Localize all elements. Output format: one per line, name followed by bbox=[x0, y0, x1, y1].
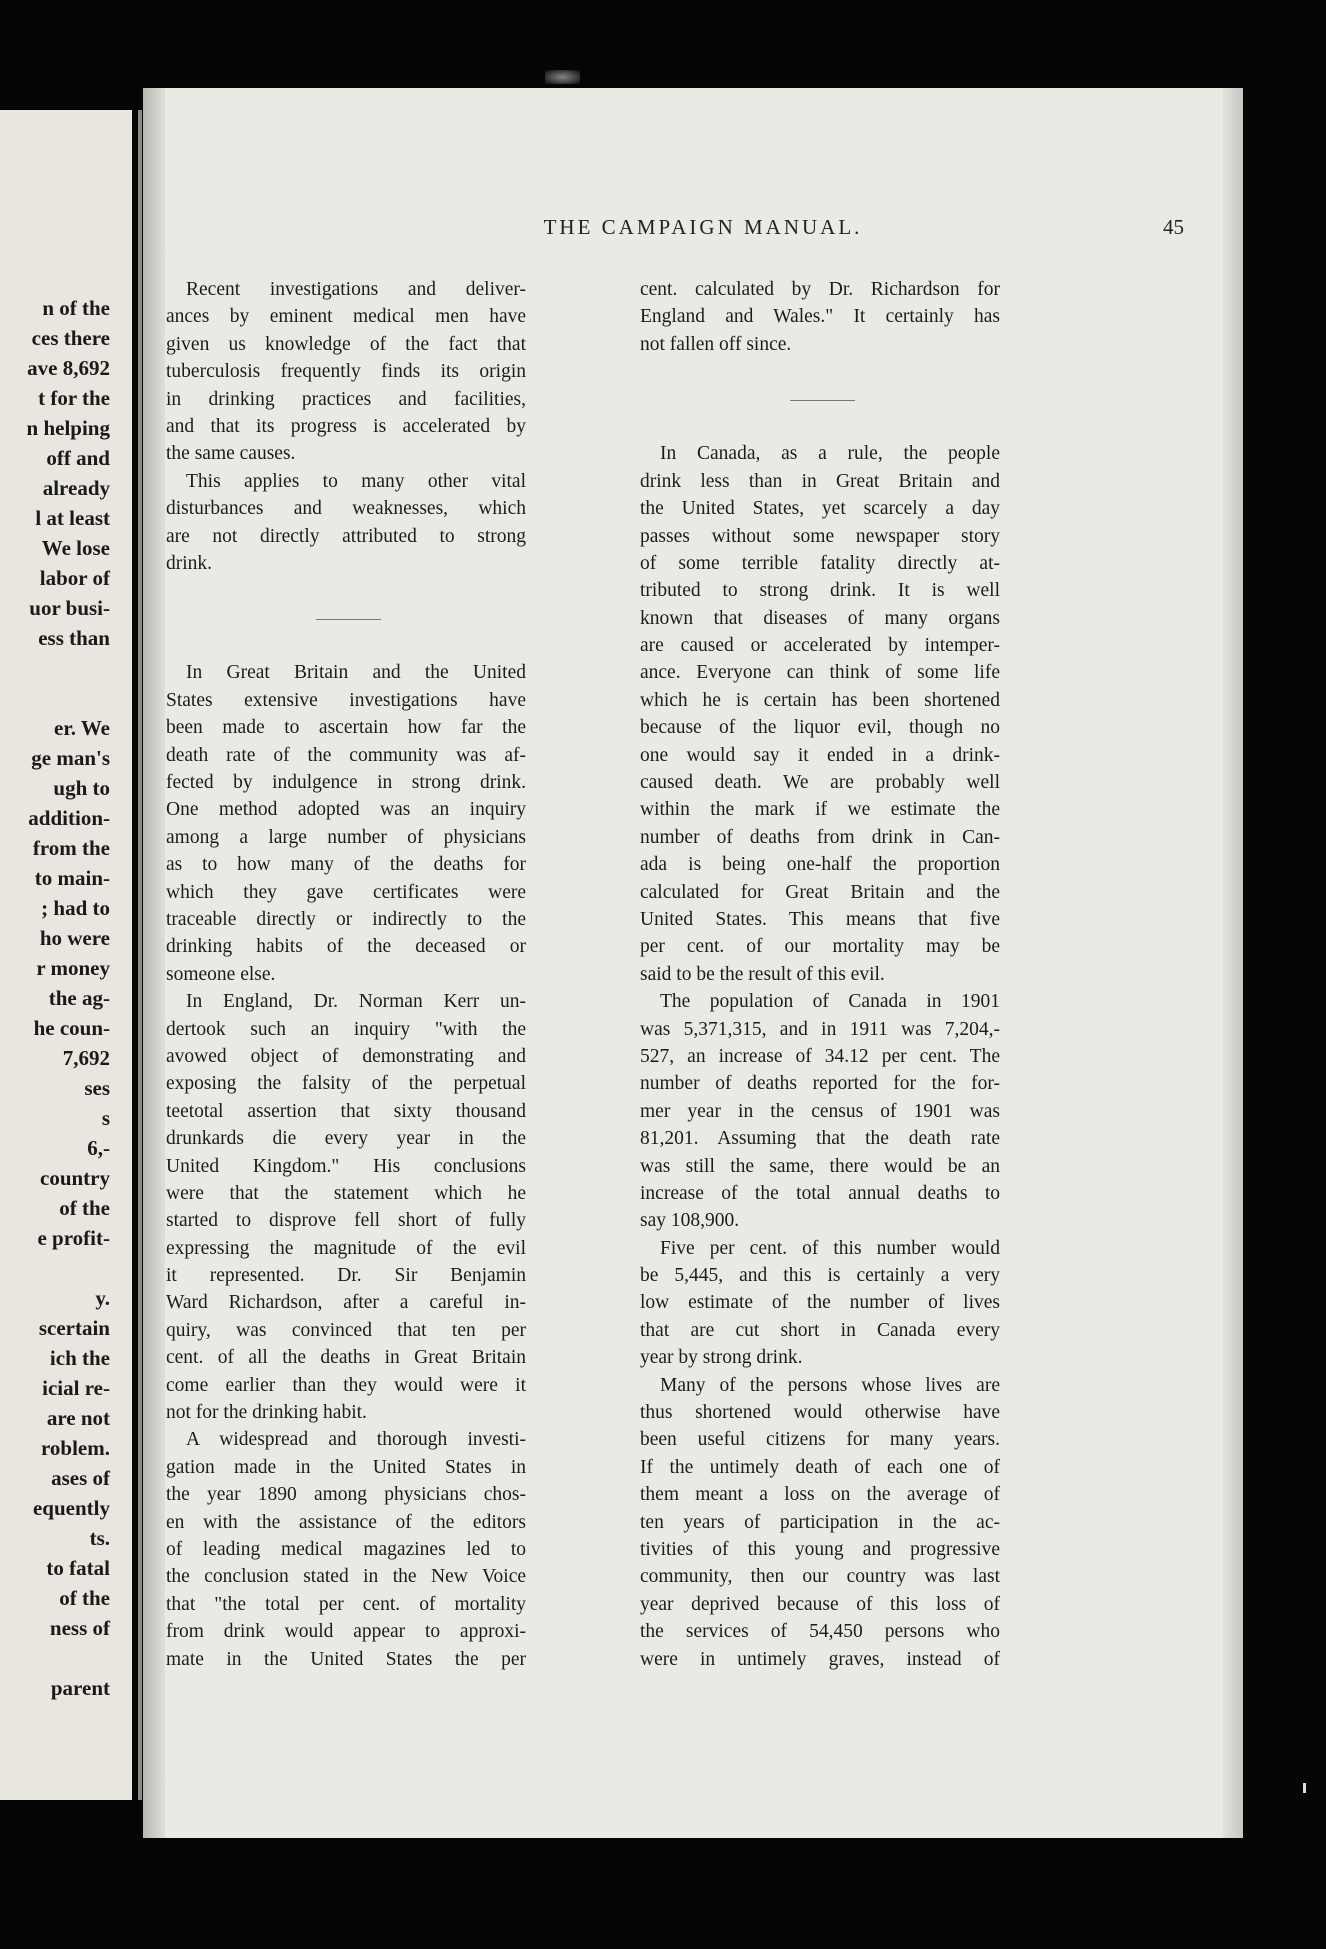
text-line: teetotal assertion that sixty thousand bbox=[166, 1100, 526, 1122]
text-line: from drink would appear to approxi- bbox=[166, 1621, 526, 1643]
page-spine-shadow bbox=[143, 88, 165, 1838]
text-line: Many of the persons whose lives are bbox=[660, 1374, 1000, 1396]
text-line: mer year in the census of 1901 was bbox=[640, 1100, 1000, 1122]
left-page-line: equently bbox=[32, 1496, 110, 1520]
page-edge-shadow bbox=[1223, 88, 1243, 1838]
text-line: expressing the magnitude of the evil bbox=[166, 1237, 526, 1259]
left-page-line: ho were bbox=[39, 926, 110, 950]
text-line: year deprived because of this loss of bbox=[640, 1593, 1000, 1615]
text-line: ances by eminent medical men have bbox=[166, 306, 526, 328]
text-line: Five per cent. of this number would bbox=[660, 1237, 1000, 1259]
text-line: not fallen off since. bbox=[640, 333, 792, 355]
text-line: death rate of the community was af- bbox=[166, 744, 526, 766]
left-page-line: the ag- bbox=[48, 986, 110, 1010]
text-line: United States. This means that five bbox=[640, 908, 1000, 930]
text-line: United Kingdom." His conclusions bbox=[166, 1155, 526, 1177]
text-line: disturbances and weaknesses, which bbox=[166, 498, 526, 520]
text-line: dertook such an inquiry "with the bbox=[166, 1018, 526, 1040]
text-line: as to how many of the deaths for bbox=[166, 854, 526, 876]
left-page-line: ave 8,692 bbox=[27, 356, 110, 380]
text-line: among a large number of physicians bbox=[166, 826, 526, 848]
left-page-line: y. bbox=[95, 1286, 110, 1310]
text-line: which they gave certificates were bbox=[166, 881, 526, 903]
left-page-line bbox=[0, 1643, 110, 1673]
left-page-text bbox=[0, 293, 110, 1703]
text-line: someone else. bbox=[166, 963, 276, 985]
left-page-line: scertain bbox=[38, 1316, 110, 1340]
left-page-line: e profit- bbox=[37, 1226, 110, 1250]
text-line: and that its progress is accelerated by bbox=[166, 415, 526, 437]
text-line: the year 1890 among physicians chos- bbox=[166, 1484, 526, 1506]
text-line: it represented. Dr. Sir Benjamin bbox=[166, 1265, 526, 1287]
text-line: In Canada, as a rule, the people bbox=[660, 443, 1000, 465]
text-line: the services of 54,450 persons who bbox=[640, 1621, 1000, 1643]
left-page-line: t for the bbox=[38, 386, 110, 410]
left-page-line: are not bbox=[46, 1406, 110, 1430]
text-line: was still the same, there would be an bbox=[640, 1155, 1000, 1177]
text-line: per cent. of our mortality may be bbox=[640, 936, 1000, 958]
left-page-line: ess than bbox=[38, 626, 110, 650]
text-line: them meant a loss on the average of bbox=[640, 1484, 1000, 1506]
text-line: drink. bbox=[166, 552, 213, 574]
text-line: be 5,445, and this is certainly a very bbox=[640, 1265, 1000, 1287]
left-page-line bbox=[0, 1253, 110, 1283]
text-line: tributed to strong drink. It is well bbox=[640, 580, 1000, 602]
text-line: In Great Britain and the United bbox=[186, 662, 526, 684]
left-page-line: of the bbox=[59, 1586, 110, 1610]
text-line: mate in the United States the per bbox=[166, 1648, 526, 1670]
right-text-column bbox=[640, 276, 1000, 1673]
text-line: that "the total per cent. of mortality bbox=[166, 1593, 526, 1615]
left-page-line: ich the bbox=[49, 1346, 110, 1370]
left-page-line: roblem. bbox=[40, 1436, 110, 1460]
text-line: A widespread and thorough investi- bbox=[186, 1429, 526, 1451]
text-line: drunkards die every year in the bbox=[166, 1128, 526, 1150]
text-line: that are cut short in Canada every bbox=[640, 1319, 1000, 1341]
text-line: traceable directly or indirectly to the bbox=[166, 908, 526, 930]
text-line: One method adopted was an inquiry bbox=[166, 799, 526, 821]
text-line: exposing the falsity of the perpetual bbox=[166, 1073, 526, 1095]
text-line: given us knowledge of the fact that bbox=[166, 333, 526, 355]
main-page bbox=[143, 88, 1243, 1838]
left-text-column bbox=[166, 276, 526, 1673]
left-page-line: country bbox=[40, 1166, 110, 1190]
text-line: of leading medical magazines led to bbox=[166, 1538, 526, 1560]
text-line: en with the assistance of the editors bbox=[166, 1511, 526, 1533]
text-line: quiry, was convinced that ten per bbox=[166, 1319, 526, 1341]
text-line: year by strong drink. bbox=[640, 1347, 803, 1369]
text-line: come earlier than they would were it bbox=[166, 1374, 526, 1396]
text-line: tivities of this young and progressive bbox=[640, 1538, 1000, 1560]
text-line: increase of the total annual deaths to bbox=[640, 1182, 1000, 1204]
running-head: THE CAMPAIGN MANUAL. bbox=[543, 215, 863, 239]
text-line: Ward Richardson, after a careful in- bbox=[166, 1292, 526, 1314]
text-line: drinking habits of the deceased or bbox=[166, 936, 526, 958]
text-line: known that diseases of many organs bbox=[640, 607, 1000, 629]
left-page-line: from the bbox=[32, 836, 110, 860]
text-line: were in untimely graves, instead of bbox=[640, 1648, 1000, 1670]
text-line: within the mark if we estimate the bbox=[640, 799, 1000, 821]
left-page-line: he coun- bbox=[33, 1016, 110, 1040]
gutter-line bbox=[138, 110, 142, 1800]
text-line: This applies to many other vital bbox=[186, 470, 526, 492]
text-line: which he is certain has been shortened bbox=[640, 689, 1000, 711]
text-line: 527, an increase of 34.12 per cent. The bbox=[640, 1045, 1000, 1067]
text-line: ada is being one-half the proportion bbox=[640, 854, 1000, 876]
left-page-line: r money bbox=[36, 956, 110, 980]
text-line: of some terrible fatality directly at- bbox=[640, 552, 1000, 574]
left-page-line: parent bbox=[50, 1676, 110, 1700]
left-page-line: addition- bbox=[28, 806, 110, 830]
scan-dust-mark bbox=[545, 70, 580, 84]
left-page-line: er. We bbox=[54, 716, 110, 740]
text-line: avowed object of demonstrating and bbox=[166, 1045, 526, 1067]
left-page-line: icial re- bbox=[42, 1376, 110, 1400]
text-line: gation made in the United States in bbox=[166, 1456, 526, 1478]
left-page-line: off and bbox=[46, 446, 110, 470]
text-line: ten years of participation in the ac- bbox=[640, 1511, 1000, 1533]
text-line: If the untimely death of each one of bbox=[640, 1456, 1000, 1478]
page-number: 45 bbox=[1163, 215, 1184, 239]
left-page-line: ces there bbox=[31, 326, 110, 350]
blank-line bbox=[166, 632, 526, 659]
left-page-line: ses bbox=[84, 1076, 110, 1100]
text-line: cent. of all the deaths in Great Britain bbox=[166, 1347, 526, 1369]
text-line: passes without some newspaper story bbox=[640, 525, 1000, 547]
blank-line bbox=[640, 413, 1000, 440]
left-page-line: ge man's bbox=[31, 746, 110, 770]
left-page-line: ugh to bbox=[53, 776, 110, 800]
left-page-line: to main- bbox=[34, 866, 110, 890]
text-line: drink less than in Great Britain and bbox=[640, 470, 1000, 492]
text-line: The population of Canada in 1901 bbox=[660, 991, 1000, 1013]
left-page-line: 6,- bbox=[87, 1136, 110, 1160]
left-page-line: to fatal bbox=[46, 1556, 110, 1580]
text-line: are not directly attributed to strong bbox=[166, 525, 526, 547]
left-page-fragment bbox=[0, 110, 132, 1800]
text-line: because of the liquor evil, though no bbox=[640, 717, 1000, 739]
text-line: not for the drinking habit. bbox=[166, 1402, 367, 1424]
text-line: was 5,371,315, and in 1911 was 7,204,- bbox=[640, 1018, 1000, 1040]
text-line: the same causes. bbox=[166, 443, 296, 465]
left-page-line bbox=[0, 683, 110, 713]
left-page-line: n helping bbox=[26, 416, 110, 440]
left-page-line: uor busi- bbox=[29, 596, 110, 620]
left-page-line: ness of bbox=[49, 1616, 110, 1640]
blank-line bbox=[640, 358, 1000, 385]
left-page-line: 7,692 bbox=[62, 1046, 110, 1070]
left-page-line: ts. bbox=[89, 1526, 110, 1550]
text-line: one would say it ended in a drink- bbox=[640, 744, 1000, 766]
left-page-line: s bbox=[101, 1106, 110, 1130]
left-page-line: l at least bbox=[35, 506, 110, 530]
text-line: said to be the result of this evil. bbox=[640, 963, 885, 985]
left-page-line: labor of bbox=[39, 566, 110, 590]
text-line: been made to ascertain how far the bbox=[166, 717, 526, 739]
text-line: fected by indulgence in strong drink. bbox=[166, 772, 526, 794]
text-line: tuberculosis frequently finds its origin bbox=[166, 361, 526, 383]
text-line: States extensive investigations have bbox=[166, 689, 526, 711]
text-line: Recent investigations and deliver- bbox=[186, 279, 526, 300]
left-page-line: ; had to bbox=[41, 896, 110, 920]
text-line: 81,201. Assuming that the death rate bbox=[640, 1128, 1000, 1150]
left-page-line: n of the bbox=[42, 296, 110, 320]
text-line: England and Wales." It certainly has bbox=[640, 306, 1000, 328]
text-line: number of deaths reported for the for- bbox=[640, 1073, 1000, 1095]
blank-line bbox=[166, 577, 526, 604]
section-divider bbox=[640, 386, 1000, 413]
text-line: number of deaths from drink in Can- bbox=[640, 826, 1000, 848]
text-line: the conclusion stated in the New Voice bbox=[166, 1566, 526, 1588]
text-line: say 108,900. bbox=[640, 1210, 740, 1232]
text-line: cent. calculated by Dr. Richardson for bbox=[640, 279, 1000, 300]
left-page-line: ases of bbox=[51, 1466, 110, 1490]
text-line: community, then our country was last bbox=[640, 1566, 1000, 1588]
text-line: caused death. We are probably well bbox=[640, 772, 1000, 794]
text-line: low estimate of the number of lives bbox=[640, 1292, 1000, 1314]
left-page-line: already bbox=[42, 476, 110, 500]
text-line: started to disprove fell short of fully bbox=[166, 1210, 526, 1232]
text-line: calculated for Great Britain and the bbox=[640, 881, 1000, 903]
text-line: are caused or accelerated by intemper- bbox=[640, 635, 1000, 657]
left-page-line: We lose bbox=[41, 536, 110, 560]
left-page-line bbox=[0, 653, 110, 683]
text-line: in drinking practices and facilities, bbox=[166, 388, 526, 410]
scan-edge-mark bbox=[1303, 1783, 1306, 1793]
text-line: In England, Dr. Norman Kerr un- bbox=[186, 991, 526, 1013]
section-divider bbox=[166, 605, 526, 632]
left-page-line: of the bbox=[59, 1196, 110, 1220]
text-line: thus shortened would otherwise have bbox=[640, 1402, 1000, 1424]
text-line: ance. Everyone can think of some life bbox=[640, 662, 1000, 684]
text-line: were that the statement which he bbox=[166, 1182, 526, 1204]
text-line: been useful citizens for many years. bbox=[640, 1429, 1000, 1451]
text-line: the United States, yet scarcely a day bbox=[640, 498, 1000, 520]
